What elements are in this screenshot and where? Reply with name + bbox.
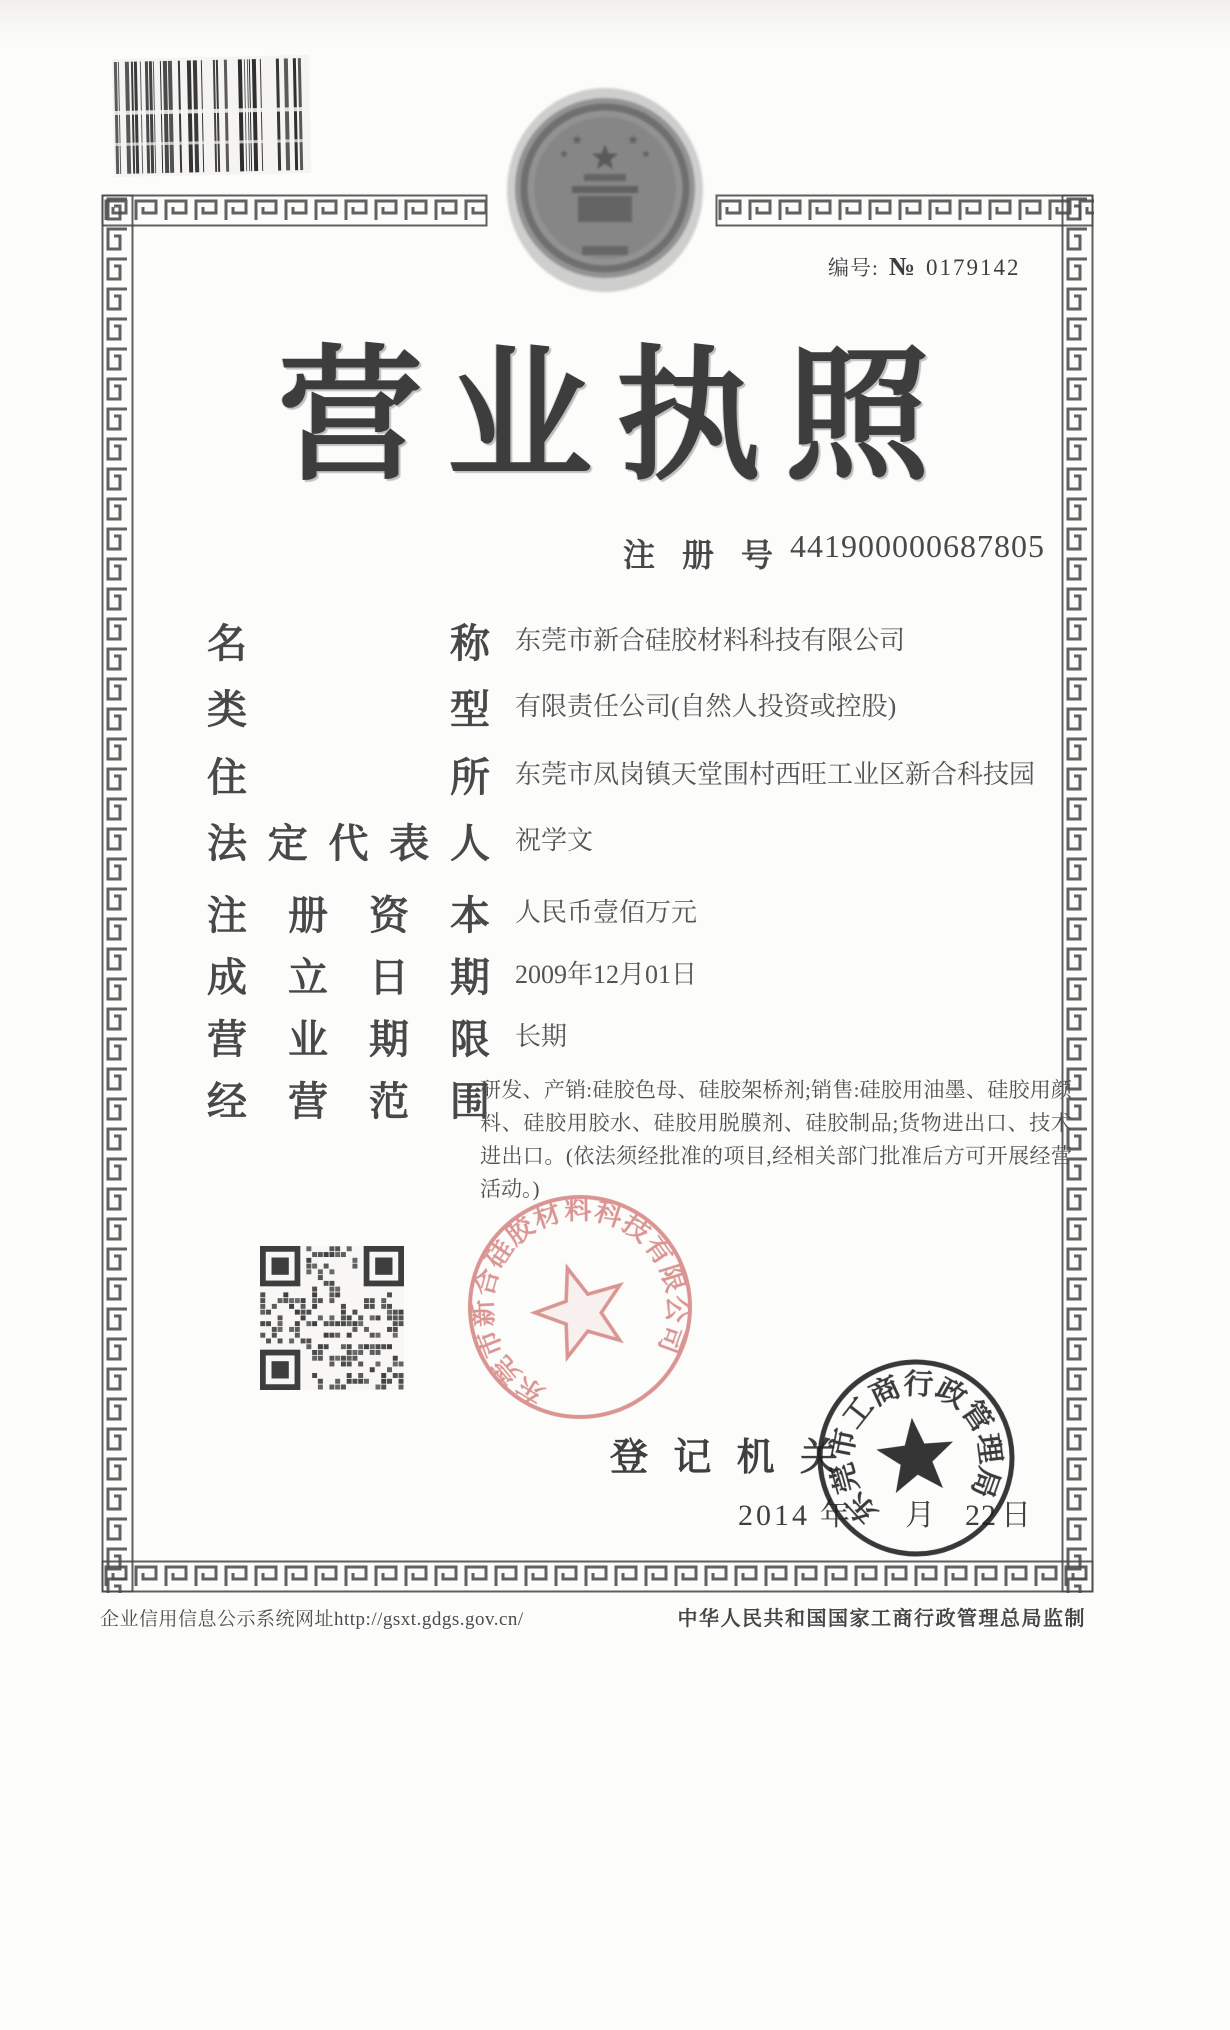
field-value: 2009年12月01日 <box>515 960 698 989</box>
month-unit: 月 <box>905 1499 935 1532</box>
registry-seal-stamp <box>804 1346 1028 1570</box>
field-label: 经 营 范 围 <box>207 1079 490 1124</box>
field-label: 营 业 期 限 <box>207 1017 490 1062</box>
barcode <box>112 55 311 177</box>
frame-bottom <box>101 1560 1094 1593</box>
field-label: 法 定 代 表 人 <box>207 821 490 866</box>
day-unit: 日 <box>1001 1499 1031 1532</box>
field-value: 长期 <box>515 1022 568 1051</box>
serial-number <box>828 252 1020 282</box>
field-row-business-term <box>207 1008 1107 1068</box>
registration-number-label: 注 册 号 <box>623 537 773 573</box>
field-value: 研发、产销:硅胶色母、硅胶架桥剂;销售:硅胶用油墨、硅胶用颜料、硅胶用胶水、硅胶用脱膜剂、硅胶制品;货物进出口、技术进出口。(依法须经批准的项目,经相关部门批准后方可开展经营活动。) <box>480 1078 1072 1201</box>
field-value: 东莞市凤岗镇天堂围村西旺工业区新合科技园 <box>515 760 1036 789</box>
field-label: 成 立 日 期 <box>207 955 490 1000</box>
field-value: 祝学文 <box>515 826 594 855</box>
registry-seal-text: 东莞市工商行政管理局 <box>825 1368 1007 1530</box>
qr-code <box>260 1246 404 1390</box>
registration-number-value: 441900000687805 <box>790 528 1045 564</box>
field-row-name <box>207 612 1107 672</box>
registrar-label: 登 记 机 关 <box>610 1437 838 1479</box>
year-unit: 年 <box>820 1499 850 1532</box>
field-row-legal-representative <box>207 812 1107 872</box>
field-label: 类 型 <box>207 687 490 732</box>
frame-left <box>101 194 134 1593</box>
issue-year: 2014 <box>738 1499 810 1532</box>
footer-issuing-authority: 中华人民共和国国家工商行政管理总局监制 <box>677 1608 1086 1630</box>
field-label: 住 所 <box>207 755 490 800</box>
field-row-registered-capital <box>207 884 1107 944</box>
serial-digits: 0179142 <box>925 255 1021 280</box>
frame-top-right <box>715 194 1094 227</box>
field-row-establishment-date <box>207 946 1107 1006</box>
field-row-address <box>207 746 1107 806</box>
national-emblem <box>500 78 710 300</box>
company-seal-text: 东莞市新合硅胶材料科技有限公司 <box>468 1195 692 1410</box>
issue-day: 22 <box>965 1499 997 1532</box>
field-label: 名 称 <box>207 621 490 666</box>
footer-public-info-url: 企业信用信息公示系统网址http://gsxt.gdgs.gov.cn/ <box>100 1609 524 1630</box>
license-title: 营 业 执 照 <box>278 338 930 498</box>
serial-label: 编号: <box>828 256 879 280</box>
field-label: 注 册 资 本 <box>207 893 490 938</box>
field-value: 人民币壹佰万元 <box>515 898 698 927</box>
numero-sign: № <box>888 252 916 281</box>
field-value: 东莞市新合硅胶材料科技有限公司 <box>515 626 906 655</box>
field-value: 有限责任公司(自然人投资或控股) <box>515 692 897 721</box>
frame-top-left <box>101 194 488 227</box>
field-row-type <box>207 678 1107 738</box>
